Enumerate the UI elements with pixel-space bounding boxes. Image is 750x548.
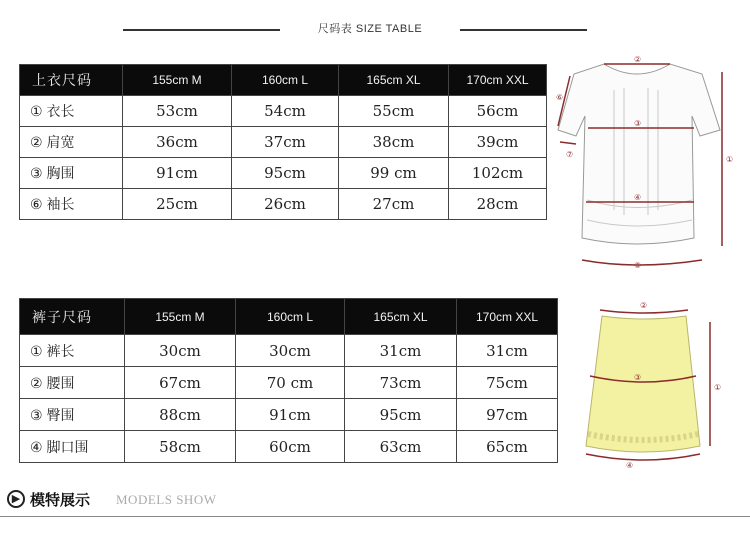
table-cell: 99 cm [339, 158, 449, 189]
table-row [20, 96, 547, 127]
title-rule-left [123, 29, 280, 31]
blouse-measurement-diagram [552, 50, 746, 272]
row-label: ③ 胸围 [20, 158, 123, 189]
header-cell: 155cm M [123, 65, 232, 96]
table-cell: 26cm [232, 189, 339, 220]
section-subtitle: MODELS SHOW [116, 492, 217, 507]
table-cell: 73cm [345, 367, 457, 399]
table-row [20, 431, 558, 463]
footer-divider [0, 516, 750, 517]
table-cell: 91cm [236, 399, 345, 431]
table-cell: 60cm [236, 431, 345, 463]
figure-label: ⑤ [634, 261, 642, 270]
table-cell: 75cm [457, 367, 558, 399]
table-cell: 102cm [449, 158, 547, 189]
table-cell: 54cm [232, 96, 339, 127]
row-label: ① 衣长 [20, 96, 123, 127]
row-label: ② 肩宽 [20, 127, 123, 158]
figure-label: ① [726, 155, 734, 164]
title-rule-right [460, 29, 587, 31]
blouse-outline [558, 64, 720, 244]
table-cell: 53cm [123, 96, 232, 127]
table-cell: 88cm [125, 399, 236, 431]
figure-label: ⑥ [556, 93, 564, 102]
table-header-row [20, 299, 558, 335]
table-row [20, 127, 547, 158]
table-cell: 38cm [339, 127, 449, 158]
table-cell: 97cm [457, 399, 558, 431]
table-cell: 30cm [125, 335, 236, 367]
header-cell: 裤子尺码 [20, 299, 125, 335]
header-cell: 160cm L [236, 299, 345, 335]
bottom-size-table [19, 298, 558, 463]
table-cell: 37cm [232, 127, 339, 158]
table-cell: 36cm [123, 127, 232, 158]
table-cell: 56cm [449, 96, 547, 127]
table-cell: 31cm [345, 335, 457, 367]
row-label: ① 裤长 [20, 335, 125, 367]
header-cell: 160cm L [232, 65, 339, 96]
header-cell: 上衣尺码 [20, 65, 123, 96]
row-label: ④ 脚口围 [20, 431, 125, 463]
figure-label: ④ [634, 193, 642, 202]
table-cell: 58cm [125, 431, 236, 463]
table-cell: 55cm [339, 96, 449, 127]
table-cell: 25cm [123, 189, 232, 220]
skirt-outline [586, 316, 700, 452]
figure-label: ③ [634, 119, 642, 128]
header-cell: 170cm XXL [457, 299, 558, 335]
header-cell: 165cm XL [345, 299, 457, 335]
table-cell: 31cm [457, 335, 558, 367]
table-cell: 30cm [236, 335, 345, 367]
table-row [20, 158, 547, 189]
top-size-table [19, 64, 547, 220]
table-cell: 27cm [339, 189, 449, 220]
figure-label: ② [634, 55, 642, 64]
table-cell: 63cm [345, 431, 457, 463]
table-row [20, 189, 547, 220]
figure-label: ⑦ [566, 150, 574, 159]
table-row [20, 399, 558, 431]
table-cell: 95cm [232, 158, 339, 189]
table-cell: 70 cm [236, 367, 345, 399]
figure-label: ① [714, 383, 722, 392]
table-header-row [20, 65, 547, 96]
header-cell: 155cm M [125, 299, 236, 335]
figure-label: ④ [626, 461, 634, 470]
figure-label: ② [640, 301, 648, 310]
row-label: ② 腰围 [20, 367, 125, 399]
row-label: ③ 臀围 [20, 399, 125, 431]
table-cell: 67cm [125, 367, 236, 399]
table-cell: 95cm [345, 399, 457, 431]
header-cell: 165cm XL [339, 65, 449, 96]
page-title: 尺码表 SIZE TABLE [317, 23, 423, 35]
skirt-measurement-diagram [580, 296, 732, 472]
table-cell: 39cm [449, 127, 547, 158]
header-cell: 170cm XXL [449, 65, 547, 96]
figure-label: ③ [634, 373, 642, 382]
table-cell: 91cm [123, 158, 232, 189]
section-title: 模特展示 [30, 492, 91, 509]
table-cell: 28cm [449, 189, 547, 220]
table-row [20, 367, 558, 399]
play-circle-icon: ▶ [7, 490, 25, 508]
table-cell: 65cm [457, 431, 558, 463]
row-label: ⑥ 袖长 [20, 189, 123, 220]
table-row [20, 335, 558, 367]
